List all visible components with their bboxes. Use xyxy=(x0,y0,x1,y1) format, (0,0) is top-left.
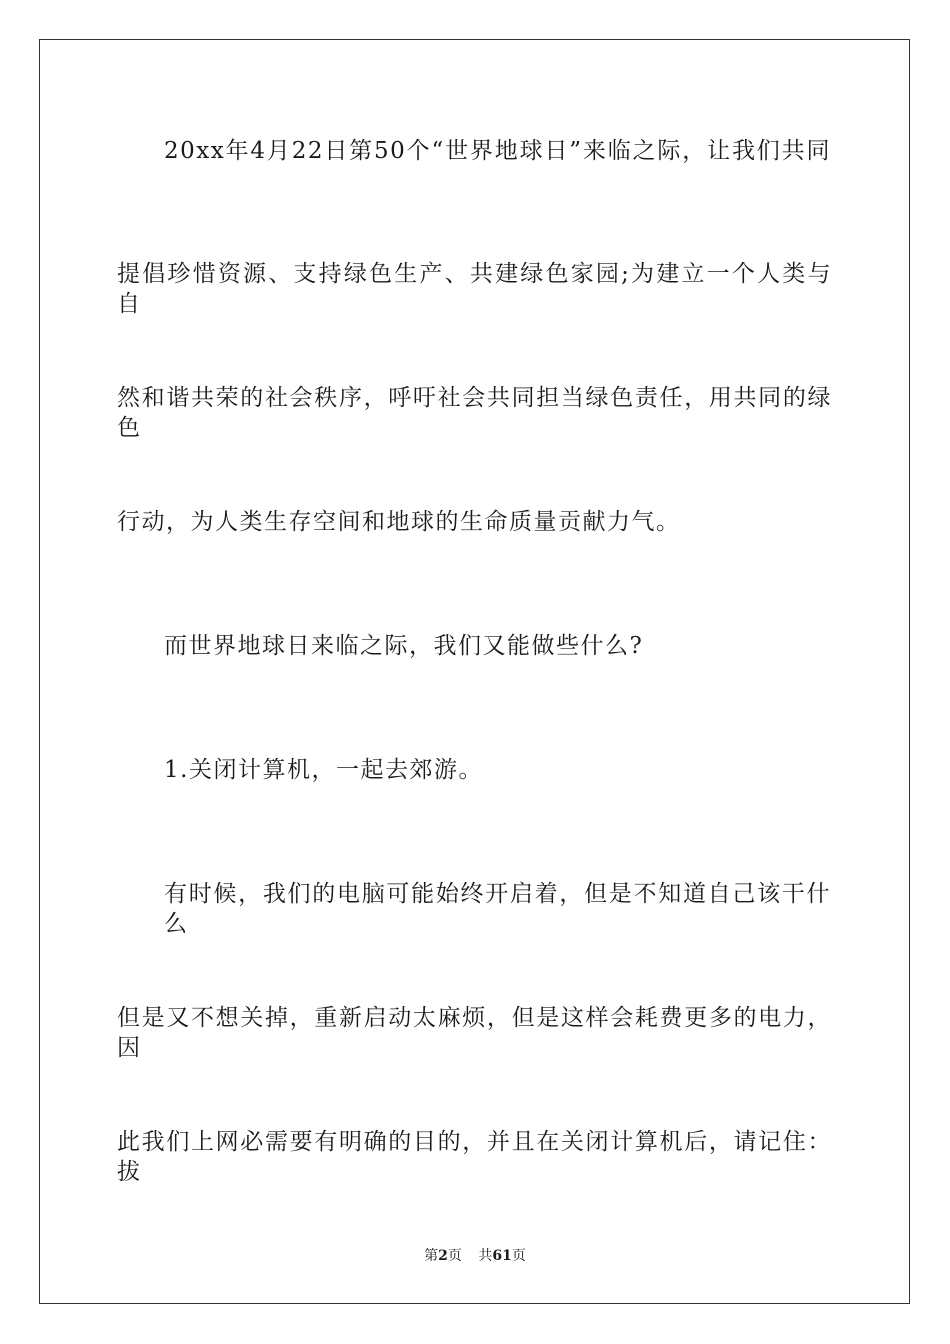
page-footer xyxy=(0,1246,950,1266)
total-pages: 61 xyxy=(492,1248,512,1264)
paragraph-line-2: 提倡珍惜资源、支持绿色生产、共建绿色家园;为建立一个人类与自 xyxy=(117,261,832,317)
paragraph-line-3: 然和谐共荣的社会秩序，呼吁社会共同担当绿色责任，用共同的绿色 xyxy=(117,385,832,441)
paragraph-line-5: 而世界地球日来临之际，我们又能做些什么? xyxy=(164,633,644,659)
total-pages-indicator: 共61页 xyxy=(478,1248,526,1264)
paragraph-line-4: 行动，为人类生存空间和地球的生命质量贡献力气。 xyxy=(117,509,681,535)
list-item-1: 1.关闭计算机，一起去郊游。 xyxy=(164,757,483,783)
page-frame xyxy=(39,39,910,1304)
page-indicator: 第2页 xyxy=(424,1248,462,1264)
paragraph-line-8: 但是又不想关掉，重新启动太麻烦，但是这样会耗费更多的电力，因 xyxy=(117,1005,832,1061)
page-number: 2 xyxy=(438,1248,448,1264)
paragraph-line-7: 有时候，我们的电脑可能始终开启着，但是不知道自己该干什么 xyxy=(164,881,831,937)
paragraph-line-1: 20xx年4月22日第50个“世界地球日”来临之际，让我们共同 xyxy=(164,138,831,164)
paragraph-line-9: 此我们上网必需要有明确的目的，并且在关闭计算机后，请记住：拔 xyxy=(117,1129,832,1185)
